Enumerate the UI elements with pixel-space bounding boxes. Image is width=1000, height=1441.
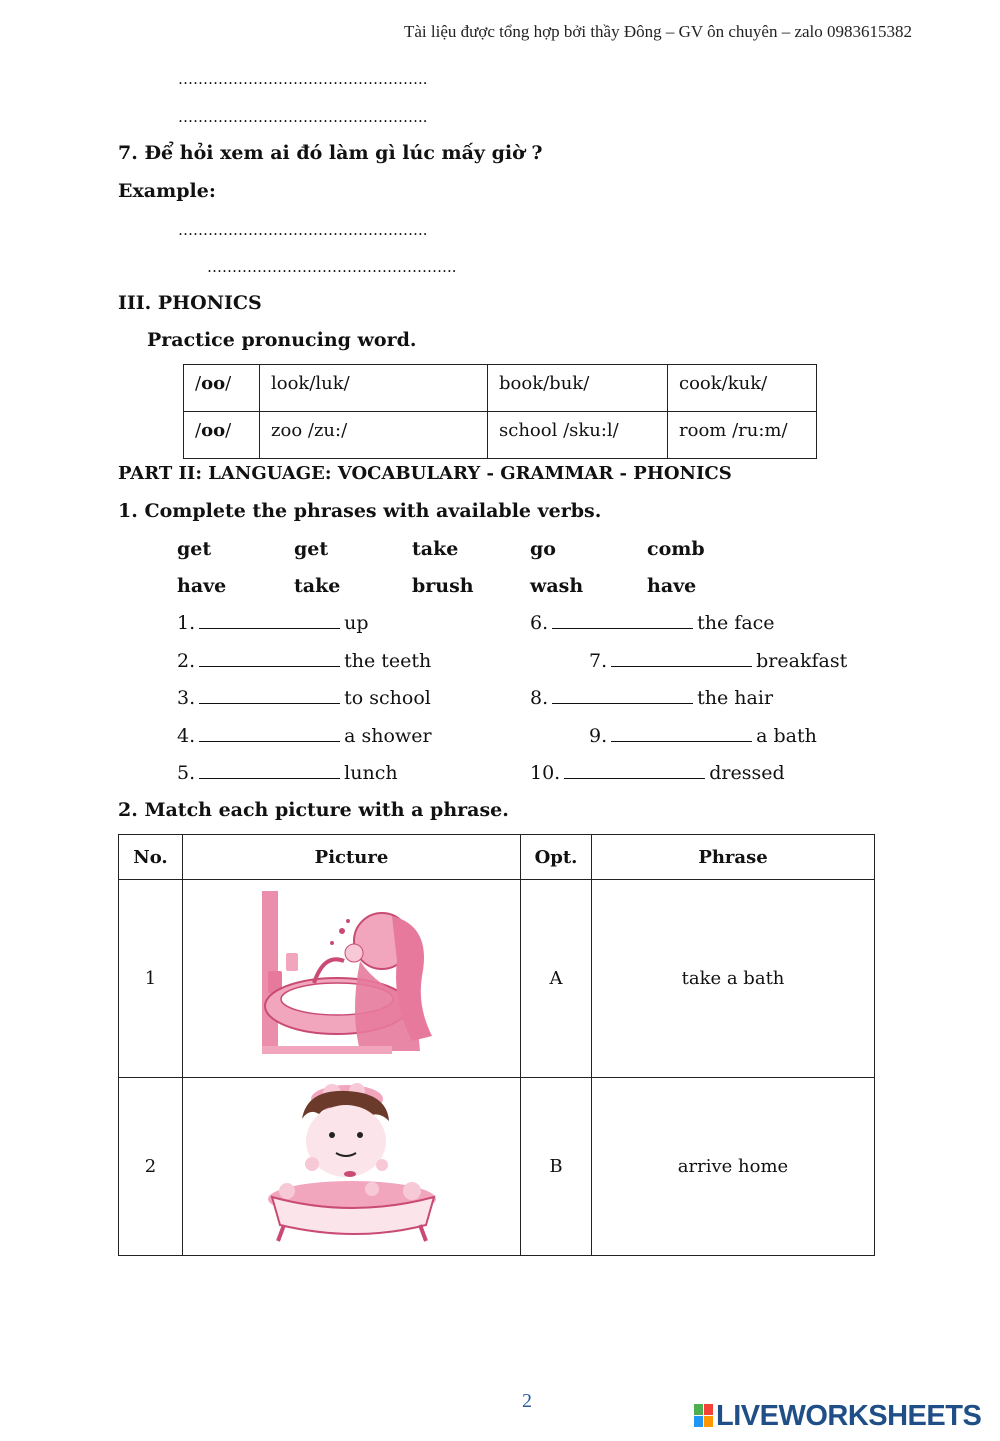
verb-word: comb (647, 538, 705, 560)
phrase-number: 4. (177, 725, 196, 747)
phrase-cell: take a bath (592, 880, 875, 1078)
phrase-item (177, 687, 431, 709)
example-label: Example: (118, 180, 216, 202)
verb-word: get (177, 538, 212, 560)
verb-word: wash (530, 575, 584, 597)
phrase-number: 10. (530, 762, 561, 784)
phrase-number: 3. (177, 687, 196, 709)
word-cell: zoo /zu:/ (260, 412, 488, 459)
sound-symbol: oo (201, 420, 226, 441)
answer-blank[interactable] (611, 652, 752, 667)
brand-wordmark[interactable]: LIVEWORKSHEETS (716, 1400, 982, 1432)
phrase-text: to school (344, 687, 431, 709)
col-header-picture: Picture (183, 835, 521, 880)
verb-word: have (177, 575, 227, 597)
phrase-text: the hair (697, 687, 774, 709)
word-cell: room /ru:m/ (668, 412, 817, 459)
phrase-text: the teeth (344, 650, 432, 672)
phonics-heading: III. PHONICS (118, 292, 262, 314)
phrase-number: 8. (530, 687, 549, 709)
question-7-title: 7. Để hỏi xem ai đó làm gì lúc mấy giờ ? (118, 142, 543, 164)
page-header: Tài liệu được tổng hợp bởi thầy Đông – GV ôn chuyên – zalo 0983615382 (404, 22, 913, 41)
verb-word: get (294, 538, 329, 560)
phrase-item (177, 762, 398, 784)
col-header-opt: Opt. (521, 835, 592, 880)
answer-blank[interactable] (199, 764, 340, 779)
exercise-2-title: 2. Match each picture with a phrase. (118, 799, 509, 821)
phrase-item (177, 650, 431, 672)
part2-heading: PART II: LANGUAGE: VOCABULARY - GRAMMAR - PHONICS (118, 463, 732, 484)
bath-picture (262, 1079, 442, 1249)
answer-line[interactable]: ………………………………………….. (178, 70, 428, 88)
phrase-text: up (344, 612, 369, 634)
phrase-item (589, 725, 817, 747)
table-row (119, 880, 875, 1078)
washing-face-picture (262, 891, 442, 1061)
verb-word: have (647, 575, 697, 597)
phrase-item (589, 650, 847, 672)
answer-blank[interactable] (199, 727, 340, 742)
answer-line[interactable]: ………………………………………….. (178, 108, 428, 126)
phrase-number: 5. (177, 762, 196, 784)
picture-cell (183, 1078, 521, 1256)
liveworksheets-logo-icon (694, 1404, 714, 1428)
answer-blank[interactable] (199, 652, 340, 667)
answer-line[interactable]: ………………………………………….. (207, 258, 457, 276)
sound-cell: /oo/ (184, 365, 260, 412)
phrase-text: a bath (756, 725, 817, 747)
phrase-item (177, 725, 432, 747)
col-header-phrase: Phrase (592, 835, 875, 880)
answer-blank[interactable] (199, 614, 340, 629)
answer-blank[interactable] (552, 689, 693, 704)
phonics-table (183, 364, 817, 459)
phonics-instruction: Practice pronucing word. (147, 329, 417, 351)
sound-cell: /oo/ (184, 412, 260, 459)
phrase-item (530, 762, 785, 784)
option-letter: A (521, 880, 592, 1078)
row-number: 1 (119, 880, 183, 1078)
phrase-number: 2. (177, 650, 196, 672)
phrase-cell: arrive home (592, 1078, 875, 1256)
phrase-text: lunch (344, 762, 398, 784)
phrase-item (177, 612, 369, 634)
col-header-no: No. (119, 835, 183, 880)
phrase-item (530, 612, 775, 634)
word-cell: look/luk/ (260, 365, 488, 412)
picture-cell (183, 880, 521, 1078)
sound-symbol: oo (201, 373, 226, 394)
phrase-text: breakfast (756, 650, 848, 672)
phonics-row (184, 412, 817, 459)
phrase-number: 1. (177, 612, 196, 634)
answer-blank[interactable] (199, 689, 340, 704)
exercise-1-title: 1. Complete the phrases with available verbs. (118, 500, 602, 522)
table-row (119, 1078, 875, 1256)
option-letter: B (521, 1078, 592, 1256)
verb-word: take (294, 575, 341, 597)
phrase-item (530, 687, 773, 709)
phrase-number: 7. (589, 650, 608, 672)
verb-word: take (412, 538, 459, 560)
answer-blank[interactable] (564, 764, 705, 779)
word-cell: cook/kuk/ (668, 365, 817, 412)
row-number: 2 (119, 1078, 183, 1256)
answer-blank[interactable] (552, 614, 693, 629)
match-table (118, 834, 875, 1256)
word-cell: book/buk/ (488, 365, 668, 412)
table-header-row (119, 835, 875, 880)
verb-word: go (530, 538, 556, 560)
verb-word: brush (412, 575, 474, 597)
page-number: 2 (522, 1390, 532, 1412)
phonics-row (184, 365, 817, 412)
answer-line[interactable]: ………………………………………….. (178, 221, 428, 239)
phrase-text: a shower (344, 725, 432, 747)
answer-blank[interactable] (611, 727, 752, 742)
word-cell: school /sku:l/ (488, 412, 668, 459)
phrase-text: dressed (709, 762, 785, 784)
phrase-text: the face (697, 612, 775, 634)
phrase-number: 9. (589, 725, 608, 747)
phrase-number: 6. (530, 612, 549, 634)
